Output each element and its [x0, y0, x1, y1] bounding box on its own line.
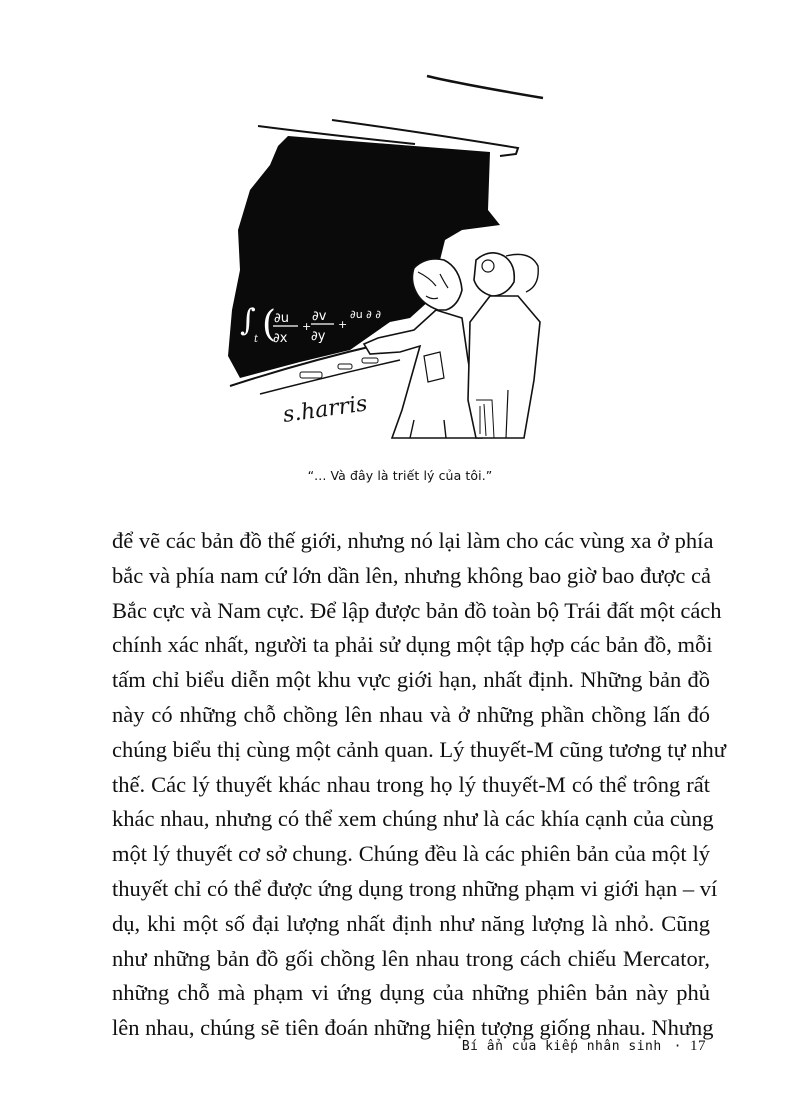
text-line: chúng biểu thị cùng một cảnh quan. Lý thuyết-M cũng tương tự như	[112, 736, 727, 762]
body-paragraph	[112, 524, 727, 1046]
text-line: để vẽ các bản đồ thế giới, nhưng nó lại làm cho các vùng xa ở phía	[112, 528, 714, 553]
text-line: những chỗ mà phạm vi ứng dụng của những phiên bản này phủ	[112, 980, 710, 1006]
svg-text:+: +	[302, 320, 312, 333]
svg-text:∂v: ∂v	[312, 309, 327, 324]
svg-text:∂u: ∂u	[274, 311, 289, 326]
text-line: bắc và phía nam cứ lớn dần lên, nhưng không bao giờ bao được cả	[112, 562, 711, 588]
svg-text:∫: ∫	[240, 303, 256, 338]
blackboard-cartoon	[200, 60, 600, 440]
page-footer	[462, 1038, 706, 1055]
text-line: chính xác nhất, người ta phải sử dụng một tập hợp các bản đồ, mỗi	[112, 632, 713, 658]
text-line: Bắc cực và Nam cực. Để lập được bản đồ toàn bộ Trái đất một cách	[112, 597, 722, 623]
text-line: thuyết chỉ có thể được ứng dụng trong những phạm vi giới hạn – ví	[112, 875, 718, 901]
text-line: khác nhau, nhưng có thể xem chúng như là các khía cạnh của cùng	[112, 806, 714, 832]
page-number: 17	[690, 1038, 706, 1054]
text-line: như những bản đồ gối chồng lên nhau trong cách chiếu Mercator,	[112, 945, 710, 971]
text-line: thế. Các lý thuyết khác nhau trong họ lý thuyết-M có thể trông rất	[112, 771, 710, 797]
running-title: Bí ẩn của kiếp nhân sinh	[461, 1039, 662, 1054]
svg-text:∂y: ∂y	[311, 329, 326, 344]
text-line: này có những chỗ chồng lên nhau và ở những phần chồng lấn đó	[112, 701, 710, 727]
text-line: dụ, khi một số đại lượng nhất định như năng lượng là nhỏ. Cũng	[112, 910, 710, 936]
svg-text:∂x: ∂x	[273, 331, 288, 346]
cartoon-illustration	[200, 60, 600, 440]
svg-text:+: +	[338, 318, 348, 331]
illustration-caption: “... Và đây là triết lý của tôi.”	[307, 468, 493, 483]
svg-text:(: (	[262, 304, 277, 345]
svg-text:s.harris: s.harris	[281, 391, 369, 428]
svg-text:∂u ∂ ∂: ∂u ∂ ∂	[350, 308, 382, 321]
text-line: lên nhau, chúng sẽ tiên đoán những hiện tượng giống nhau. Nhưng	[112, 1015, 714, 1041]
text-line: một lý thuyết cơ sở chung. Chúng đều là các phiên bản của một lý	[112, 841, 710, 867]
text-line: tấm chỉ biểu diễn một khu vực giới hạn, nhất định. Những bản đồ	[112, 667, 710, 693]
svg-text:t: t	[254, 334, 259, 345]
footer-separator: ·	[673, 1039, 682, 1054]
